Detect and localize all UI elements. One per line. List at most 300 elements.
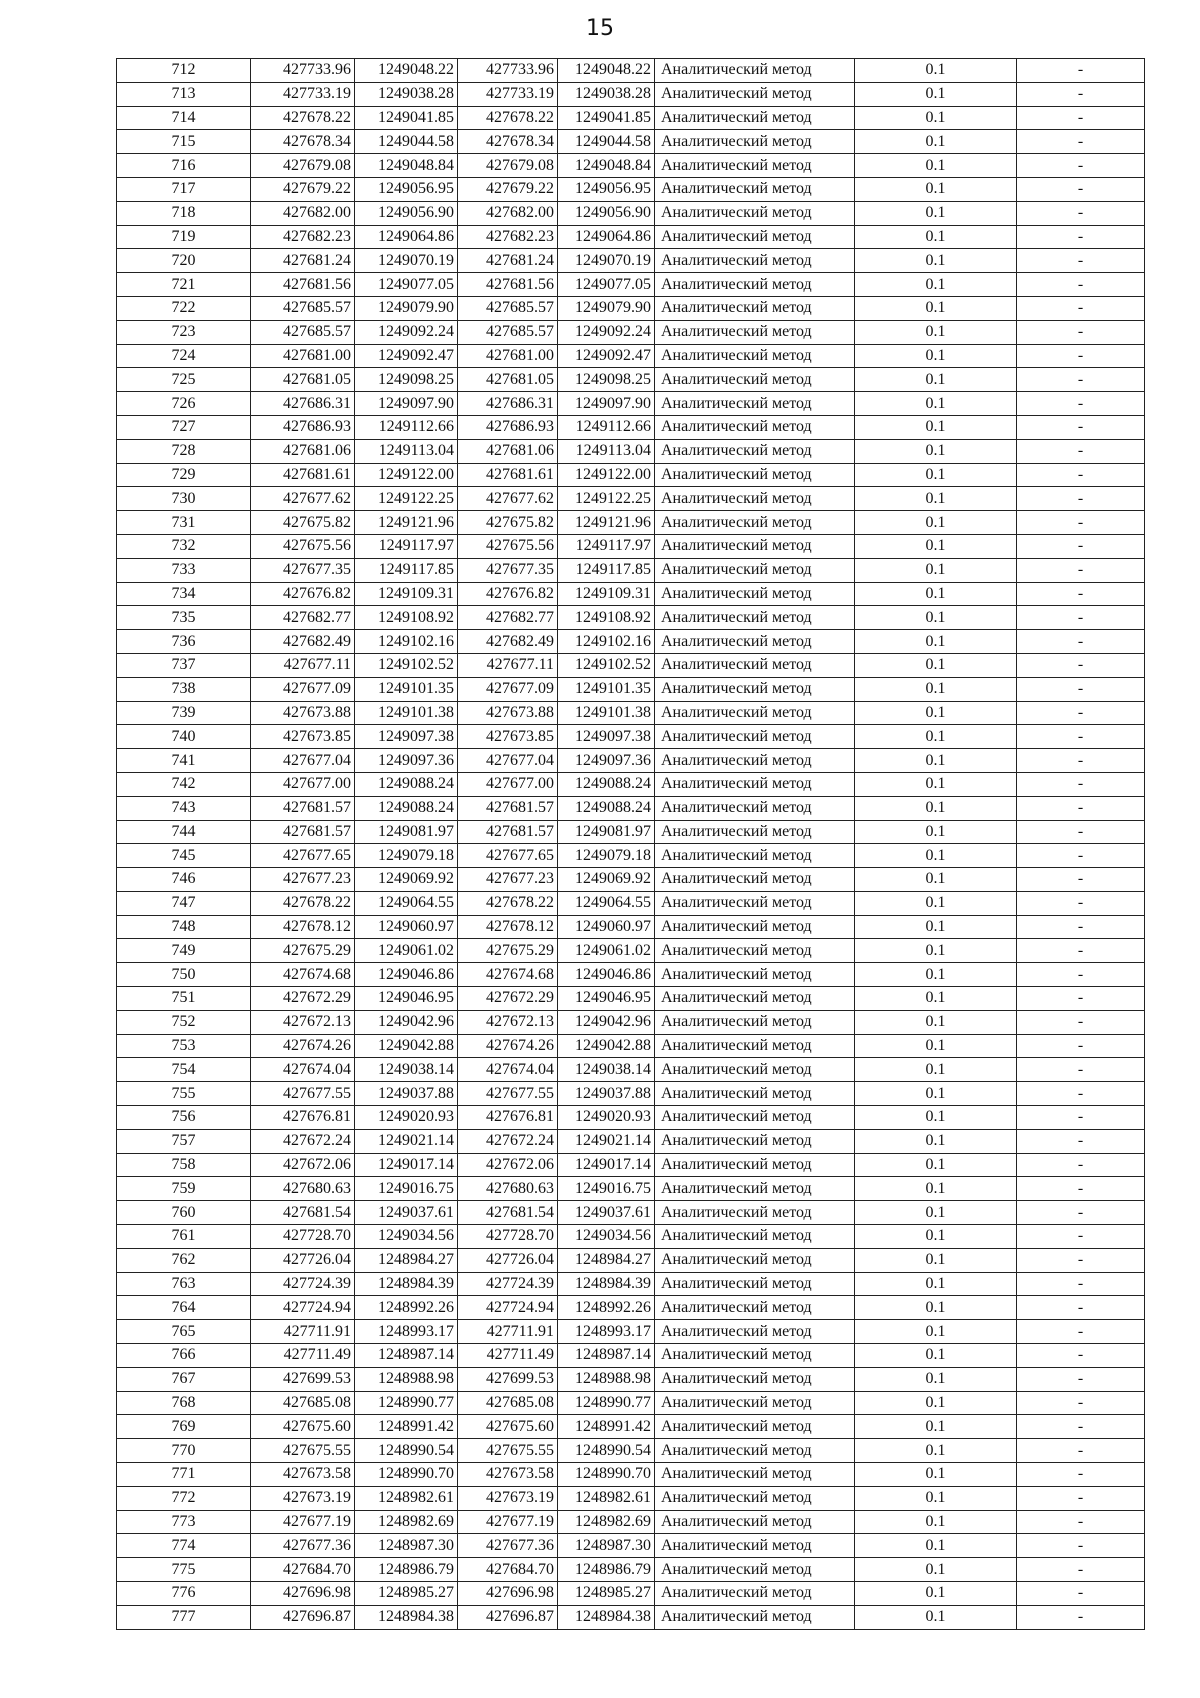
table-row: [117, 1605, 1145, 1629]
method-cell: Аналитический метод: [655, 796, 855, 820]
note-cell: -: [1017, 630, 1145, 654]
y-new-cell: 1249038.14: [558, 1058, 655, 1082]
y-new-cell: 1249042.96: [558, 1010, 655, 1034]
accuracy-cell: 0.1: [855, 1439, 1017, 1463]
x-new-cell: 427674.26: [458, 1034, 558, 1058]
point-number-cell: 738: [117, 677, 251, 701]
y-new-cell: 1249042.88: [558, 1034, 655, 1058]
accuracy-cell: 0.1: [855, 749, 1017, 773]
point-number-cell: 713: [117, 82, 251, 106]
x-new-cell: 427677.09: [458, 677, 558, 701]
y-new-cell: 1249020.93: [558, 1106, 655, 1130]
note-cell: -: [1017, 820, 1145, 844]
x-new-cell: 427675.60: [458, 1415, 558, 1439]
x-existing-cell: 427681.24: [251, 249, 355, 273]
x-new-cell: 427674.04: [458, 1058, 558, 1082]
x-existing-cell: 427733.19: [251, 82, 355, 106]
note-cell: -: [1017, 1082, 1145, 1106]
x-new-cell: 427677.36: [458, 1534, 558, 1558]
table-row: [117, 1486, 1145, 1510]
note-cell: -: [1017, 1439, 1145, 1463]
y-existing-cell: 1249056.95: [355, 177, 458, 201]
accuracy-cell: 0.1: [855, 368, 1017, 392]
y-new-cell: 1248993.17: [558, 1320, 655, 1344]
point-number-cell: 712: [117, 59, 251, 83]
x-new-cell: 427675.29: [458, 939, 558, 963]
point-number-cell: 723: [117, 320, 251, 344]
x-existing-cell: 427681.61: [251, 463, 355, 487]
accuracy-cell: 0.1: [855, 130, 1017, 154]
x-existing-cell: 427672.24: [251, 1129, 355, 1153]
point-number-cell: 775: [117, 1558, 251, 1582]
y-new-cell: 1249092.47: [558, 344, 655, 368]
point-number-cell: 740: [117, 725, 251, 749]
y-existing-cell: 1249097.36: [355, 749, 458, 773]
table-row: [117, 987, 1145, 1011]
accuracy-cell: 0.1: [855, 1558, 1017, 1582]
accuracy-cell: 0.1: [855, 1344, 1017, 1368]
y-new-cell: 1249070.19: [558, 249, 655, 273]
method-cell: Аналитический метод: [655, 558, 855, 582]
point-number-cell: 729: [117, 463, 251, 487]
x-existing-cell: 427682.00: [251, 201, 355, 225]
accuracy-cell: 0.1: [855, 558, 1017, 582]
method-cell: Аналитический метод: [655, 1201, 855, 1225]
point-number-cell: 719: [117, 225, 251, 249]
table-row: [117, 1534, 1145, 1558]
table-row: [117, 1201, 1145, 1225]
x-new-cell: 427674.68: [458, 963, 558, 987]
note-cell: -: [1017, 106, 1145, 130]
y-existing-cell: 1249079.18: [355, 844, 458, 868]
method-cell: Аналитический метод: [655, 653, 855, 677]
point-number-cell: 724: [117, 344, 251, 368]
y-new-cell: 1249041.85: [558, 106, 655, 130]
y-new-cell: 1249064.55: [558, 891, 655, 915]
x-existing-cell: 427679.08: [251, 154, 355, 178]
note-cell: -: [1017, 1558, 1145, 1582]
y-new-cell: 1248982.69: [558, 1510, 655, 1534]
y-existing-cell: 1249113.04: [355, 439, 458, 463]
accuracy-cell: 0.1: [855, 1415, 1017, 1439]
y-new-cell: 1248990.77: [558, 1391, 655, 1415]
point-number-cell: 722: [117, 296, 251, 320]
y-existing-cell: 1249069.92: [355, 868, 458, 892]
x-existing-cell: 427681.56: [251, 273, 355, 297]
method-cell: Аналитический метод: [655, 1225, 855, 1249]
x-new-cell: 427672.06: [458, 1153, 558, 1177]
method-cell: Аналитический метод: [655, 487, 855, 511]
note-cell: -: [1017, 225, 1145, 249]
x-new-cell: 427677.65: [458, 844, 558, 868]
note-cell: -: [1017, 677, 1145, 701]
x-new-cell: 427711.91: [458, 1320, 558, 1344]
point-number-cell: 763: [117, 1272, 251, 1296]
method-cell: Аналитический метод: [655, 1177, 855, 1201]
accuracy-cell: 0.1: [855, 653, 1017, 677]
x-existing-cell: 427677.55: [251, 1082, 355, 1106]
point-number-cell: 767: [117, 1367, 251, 1391]
note-cell: -: [1017, 891, 1145, 915]
x-existing-cell: 427677.36: [251, 1534, 355, 1558]
y-new-cell: 1249048.22: [558, 59, 655, 83]
y-new-cell: 1249108.92: [558, 606, 655, 630]
method-cell: Аналитический метод: [655, 1082, 855, 1106]
x-new-cell: 427681.05: [458, 368, 558, 392]
note-cell: -: [1017, 1582, 1145, 1606]
y-existing-cell: 1249081.97: [355, 820, 458, 844]
x-existing-cell: 427682.23: [251, 225, 355, 249]
table-row: [117, 796, 1145, 820]
y-existing-cell: 1249122.25: [355, 487, 458, 511]
point-number-cell: 743: [117, 796, 251, 820]
accuracy-cell: 0.1: [855, 392, 1017, 416]
point-number-cell: 721: [117, 273, 251, 297]
y-existing-cell: 1249046.86: [355, 963, 458, 987]
table-row: [117, 1177, 1145, 1201]
accuracy-cell: 0.1: [855, 1510, 1017, 1534]
method-cell: Аналитический метод: [655, 1296, 855, 1320]
x-existing-cell: 427681.00: [251, 344, 355, 368]
table-row: [117, 463, 1145, 487]
x-existing-cell: 427676.81: [251, 1106, 355, 1130]
x-new-cell: 427682.77: [458, 606, 558, 630]
accuracy-cell: 0.1: [855, 463, 1017, 487]
note-cell: -: [1017, 725, 1145, 749]
point-number-cell: 714: [117, 106, 251, 130]
accuracy-cell: 0.1: [855, 1391, 1017, 1415]
y-new-cell: 1249092.24: [558, 320, 655, 344]
x-existing-cell: 427685.08: [251, 1391, 355, 1415]
note-cell: -: [1017, 1225, 1145, 1249]
accuracy-cell: 0.1: [855, 1201, 1017, 1225]
point-number-cell: 736: [117, 630, 251, 654]
y-existing-cell: 1249092.47: [355, 344, 458, 368]
point-number-cell: 734: [117, 582, 251, 606]
y-new-cell: 1249101.35: [558, 677, 655, 701]
accuracy-cell: 0.1: [855, 1010, 1017, 1034]
y-existing-cell: 1249101.38: [355, 701, 458, 725]
x-existing-cell: 427672.13: [251, 1010, 355, 1034]
point-number-cell: 741: [117, 749, 251, 773]
note-cell: -: [1017, 296, 1145, 320]
accuracy-cell: 0.1: [855, 487, 1017, 511]
point-number-cell: 749: [117, 939, 251, 963]
point-number-cell: 728: [117, 439, 251, 463]
x-new-cell: 427681.24: [458, 249, 558, 273]
x-new-cell: 427672.24: [458, 1129, 558, 1153]
point-number-cell: 715: [117, 130, 251, 154]
method-cell: Аналитический метод: [655, 225, 855, 249]
accuracy-cell: 0.1: [855, 844, 1017, 868]
x-existing-cell: 427696.98: [251, 1582, 355, 1606]
y-new-cell: 1249060.97: [558, 915, 655, 939]
point-number-cell: 759: [117, 1177, 251, 1201]
table-row: [117, 582, 1145, 606]
x-new-cell: 427681.06: [458, 439, 558, 463]
method-cell: Аналитический метод: [655, 772, 855, 796]
table-row: [117, 1106, 1145, 1130]
x-existing-cell: 427672.29: [251, 987, 355, 1011]
note-cell: -: [1017, 606, 1145, 630]
x-new-cell: 427679.22: [458, 177, 558, 201]
y-existing-cell: 1249121.96: [355, 511, 458, 535]
method-cell: Аналитический метод: [655, 273, 855, 297]
x-new-cell: 427685.08: [458, 1391, 558, 1415]
x-new-cell: 427672.13: [458, 1010, 558, 1034]
point-number-cell: 750: [117, 963, 251, 987]
y-new-cell: 1249046.95: [558, 987, 655, 1011]
method-cell: Аналитический метод: [655, 82, 855, 106]
y-new-cell: 1249038.28: [558, 82, 655, 106]
x-new-cell: 427676.81: [458, 1106, 558, 1130]
x-existing-cell: 427681.05: [251, 368, 355, 392]
table-row: [117, 1391, 1145, 1415]
y-existing-cell: 1249097.90: [355, 392, 458, 416]
x-new-cell: 427681.57: [458, 796, 558, 820]
accuracy-cell: 0.1: [855, 701, 1017, 725]
x-new-cell: 427678.34: [458, 130, 558, 154]
table-row: [117, 344, 1145, 368]
x-new-cell: 427724.94: [458, 1296, 558, 1320]
x-new-cell: 427675.56: [458, 534, 558, 558]
point-number-cell: 755: [117, 1082, 251, 1106]
y-existing-cell: 1249017.14: [355, 1153, 458, 1177]
table-row: [117, 534, 1145, 558]
x-existing-cell: 427711.49: [251, 1344, 355, 1368]
y-new-cell: 1248984.38: [558, 1605, 655, 1629]
y-new-cell: 1248988.98: [558, 1367, 655, 1391]
y-new-cell: 1248992.26: [558, 1296, 655, 1320]
table-row: [117, 1153, 1145, 1177]
note-cell: -: [1017, 273, 1145, 297]
accuracy-cell: 0.1: [855, 59, 1017, 83]
note-cell: -: [1017, 415, 1145, 439]
x-new-cell: 427685.57: [458, 296, 558, 320]
table-row: [117, 772, 1145, 796]
method-cell: Аналитический метод: [655, 130, 855, 154]
x-new-cell: 427677.62: [458, 487, 558, 511]
x-new-cell: 427696.98: [458, 1582, 558, 1606]
note-cell: -: [1017, 1201, 1145, 1225]
y-new-cell: 1249088.24: [558, 772, 655, 796]
y-existing-cell: 1249048.22: [355, 59, 458, 83]
y-existing-cell: 1249038.28: [355, 82, 458, 106]
x-existing-cell: 427673.58: [251, 1463, 355, 1487]
note-cell: -: [1017, 1153, 1145, 1177]
y-new-cell: 1249117.85: [558, 558, 655, 582]
accuracy-cell: 0.1: [855, 106, 1017, 130]
x-new-cell: 427681.61: [458, 463, 558, 487]
y-existing-cell: 1249109.31: [355, 582, 458, 606]
accuracy-cell: 0.1: [855, 1534, 1017, 1558]
y-existing-cell: 1249079.90: [355, 296, 458, 320]
table-row: [117, 1082, 1145, 1106]
accuracy-cell: 0.1: [855, 606, 1017, 630]
y-existing-cell: 1248990.70: [355, 1463, 458, 1487]
point-number-cell: 777: [117, 1605, 251, 1629]
point-number-cell: 756: [117, 1106, 251, 1130]
y-existing-cell: 1249038.14: [355, 1058, 458, 1082]
y-existing-cell: 1248982.61: [355, 1486, 458, 1510]
x-existing-cell: 427673.88: [251, 701, 355, 725]
point-number-cell: 758: [117, 1153, 251, 1177]
x-new-cell: 427733.96: [458, 59, 558, 83]
y-existing-cell: 1249041.85: [355, 106, 458, 130]
x-new-cell: 427680.63: [458, 1177, 558, 1201]
point-number-cell: 733: [117, 558, 251, 582]
method-cell: Аналитический метод: [655, 1129, 855, 1153]
y-existing-cell: 1248990.77: [355, 1391, 458, 1415]
y-new-cell: 1248986.79: [558, 1558, 655, 1582]
y-existing-cell: 1248987.14: [355, 1344, 458, 1368]
table-row: [117, 725, 1145, 749]
x-new-cell: 427675.55: [458, 1439, 558, 1463]
y-existing-cell: 1249037.61: [355, 1201, 458, 1225]
y-new-cell: 1249034.56: [558, 1225, 655, 1249]
note-cell: -: [1017, 1391, 1145, 1415]
y-existing-cell: 1249048.84: [355, 154, 458, 178]
table-row: [117, 1010, 1145, 1034]
note-cell: -: [1017, 1486, 1145, 1510]
table-row: [117, 844, 1145, 868]
y-existing-cell: 1248986.79: [355, 1558, 458, 1582]
x-existing-cell: 427681.57: [251, 796, 355, 820]
accuracy-cell: 0.1: [855, 1605, 1017, 1629]
x-existing-cell: 427675.29: [251, 939, 355, 963]
x-new-cell: 427724.39: [458, 1272, 558, 1296]
x-existing-cell: 427685.57: [251, 320, 355, 344]
x-existing-cell: 427678.12: [251, 915, 355, 939]
accuracy-cell: 0.1: [855, 963, 1017, 987]
x-existing-cell: 427696.87: [251, 1605, 355, 1629]
x-new-cell: 427672.29: [458, 987, 558, 1011]
x-new-cell: 427673.19: [458, 1486, 558, 1510]
table-row: [117, 701, 1145, 725]
note-cell: -: [1017, 1296, 1145, 1320]
accuracy-cell: 0.1: [855, 1034, 1017, 1058]
x-existing-cell: 427675.55: [251, 1439, 355, 1463]
x-new-cell: 427733.19: [458, 82, 558, 106]
note-cell: -: [1017, 582, 1145, 606]
note-cell: -: [1017, 749, 1145, 773]
note-cell: -: [1017, 1534, 1145, 1558]
table-row: [117, 1296, 1145, 1320]
table-row: [117, 868, 1145, 892]
table-row: [117, 1439, 1145, 1463]
point-number-cell: 731: [117, 511, 251, 535]
note-cell: -: [1017, 1248, 1145, 1272]
point-number-cell: 754: [117, 1058, 251, 1082]
method-cell: Аналитический метод: [655, 1058, 855, 1082]
y-new-cell: 1248984.39: [558, 1272, 655, 1296]
x-existing-cell: 427677.35: [251, 558, 355, 582]
table-row: [117, 1225, 1145, 1249]
method-cell: Аналитический метод: [655, 1510, 855, 1534]
y-new-cell: 1249037.61: [558, 1201, 655, 1225]
x-new-cell: 427726.04: [458, 1248, 558, 1272]
y-existing-cell: 1248991.42: [355, 1415, 458, 1439]
note-cell: -: [1017, 439, 1145, 463]
x-existing-cell: 427677.23: [251, 868, 355, 892]
point-number-cell: 739: [117, 701, 251, 725]
y-new-cell: 1249021.14: [558, 1129, 655, 1153]
point-number-cell: 772: [117, 1486, 251, 1510]
y-existing-cell: 1249102.16: [355, 630, 458, 654]
x-new-cell: 427686.93: [458, 415, 558, 439]
y-new-cell: 1249037.88: [558, 1082, 655, 1106]
x-existing-cell: 427699.53: [251, 1367, 355, 1391]
method-cell: Аналитический метод: [655, 915, 855, 939]
x-existing-cell: 427674.68: [251, 963, 355, 987]
table-row: [117, 1510, 1145, 1534]
method-cell: Аналитический метод: [655, 1344, 855, 1368]
x-new-cell: 427682.00: [458, 201, 558, 225]
point-number-cell: 745: [117, 844, 251, 868]
method-cell: Аналитический метод: [655, 1010, 855, 1034]
x-new-cell: 427685.57: [458, 320, 558, 344]
y-existing-cell: 1249088.24: [355, 796, 458, 820]
method-cell: Аналитический метод: [655, 1582, 855, 1606]
table-row: [117, 415, 1145, 439]
x-existing-cell: 427686.93: [251, 415, 355, 439]
x-existing-cell: 427724.94: [251, 1296, 355, 1320]
method-cell: Аналитический метод: [655, 1248, 855, 1272]
point-number-cell: 773: [117, 1510, 251, 1534]
table-row: [117, 820, 1145, 844]
method-cell: Аналитический метод: [655, 1463, 855, 1487]
point-number-cell: 726: [117, 392, 251, 416]
x-new-cell: 427681.57: [458, 820, 558, 844]
x-new-cell: 427677.00: [458, 772, 558, 796]
accuracy-cell: 0.1: [855, 820, 1017, 844]
method-cell: Аналитический метод: [655, 511, 855, 535]
note-cell: -: [1017, 868, 1145, 892]
y-new-cell: 1249122.25: [558, 487, 655, 511]
note-cell: -: [1017, 558, 1145, 582]
accuracy-cell: 0.1: [855, 630, 1017, 654]
x-new-cell: 427682.49: [458, 630, 558, 654]
accuracy-cell: 0.1: [855, 939, 1017, 963]
table-row: [117, 1367, 1145, 1391]
y-existing-cell: 1249117.85: [355, 558, 458, 582]
table-row: [117, 511, 1145, 535]
y-existing-cell: 1249097.38: [355, 725, 458, 749]
accuracy-cell: 0.1: [855, 1225, 1017, 1249]
method-cell: Аналитический метод: [655, 1534, 855, 1558]
accuracy-cell: 0.1: [855, 772, 1017, 796]
accuracy-cell: 0.1: [855, 1082, 1017, 1106]
x-existing-cell: 427678.22: [251, 106, 355, 130]
point-number-cell: 748: [117, 915, 251, 939]
point-number-cell: 720: [117, 249, 251, 273]
x-existing-cell: 427677.11: [251, 653, 355, 677]
point-number-cell: 725: [117, 368, 251, 392]
y-existing-cell: 1249088.24: [355, 772, 458, 796]
accuracy-cell: 0.1: [855, 1582, 1017, 1606]
x-new-cell: 427678.22: [458, 106, 558, 130]
table-row: [117, 225, 1145, 249]
y-existing-cell: 1249077.05: [355, 273, 458, 297]
method-cell: Аналитический метод: [655, 320, 855, 344]
y-new-cell: 1248987.14: [558, 1344, 655, 1368]
x-existing-cell: 427674.26: [251, 1034, 355, 1058]
note-cell: -: [1017, 487, 1145, 511]
note-cell: -: [1017, 1010, 1145, 1034]
accuracy-cell: 0.1: [855, 582, 1017, 606]
table-row: [117, 1582, 1145, 1606]
table-row: [117, 606, 1145, 630]
